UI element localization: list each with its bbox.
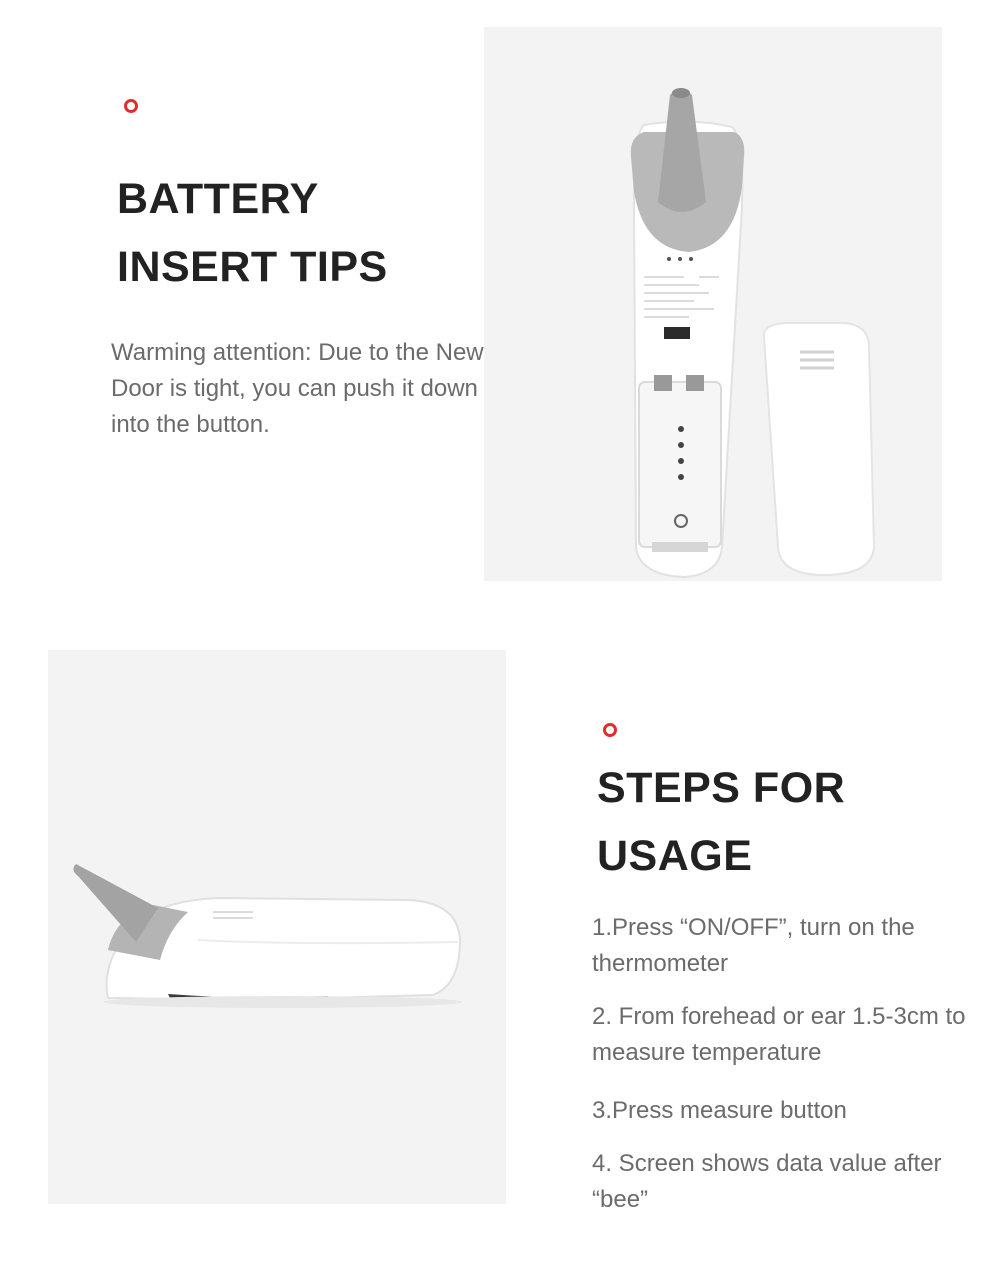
- battery-tips-title: BATTERY INSERT TIPS: [117, 175, 388, 291]
- list-item: 3.Press measure button: [592, 1097, 847, 1124]
- list-item: 2. From forehead or ear 1.5-3cm to measure temperature: [592, 1003, 966, 1066]
- list-item: 4. Screen shows data value after “bee”: [592, 1150, 942, 1213]
- thermometer-side-image: [48, 650, 506, 1204]
- battery-tips-text: Warming attention: Due to the New Door is tight, you can push it down into the button.: [111, 339, 484, 438]
- usage-steps-list: [592, 910, 987, 1218]
- accent-circle-icon: [124, 99, 138, 113]
- list-item: 1.Press “ON/OFF”, turn on the thermometer: [592, 914, 915, 977]
- usage-steps-title: STEPS FOR USAGE: [597, 764, 846, 880]
- battery-compartment-image: [484, 27, 942, 581]
- accent-circle-icon: [603, 723, 617, 737]
